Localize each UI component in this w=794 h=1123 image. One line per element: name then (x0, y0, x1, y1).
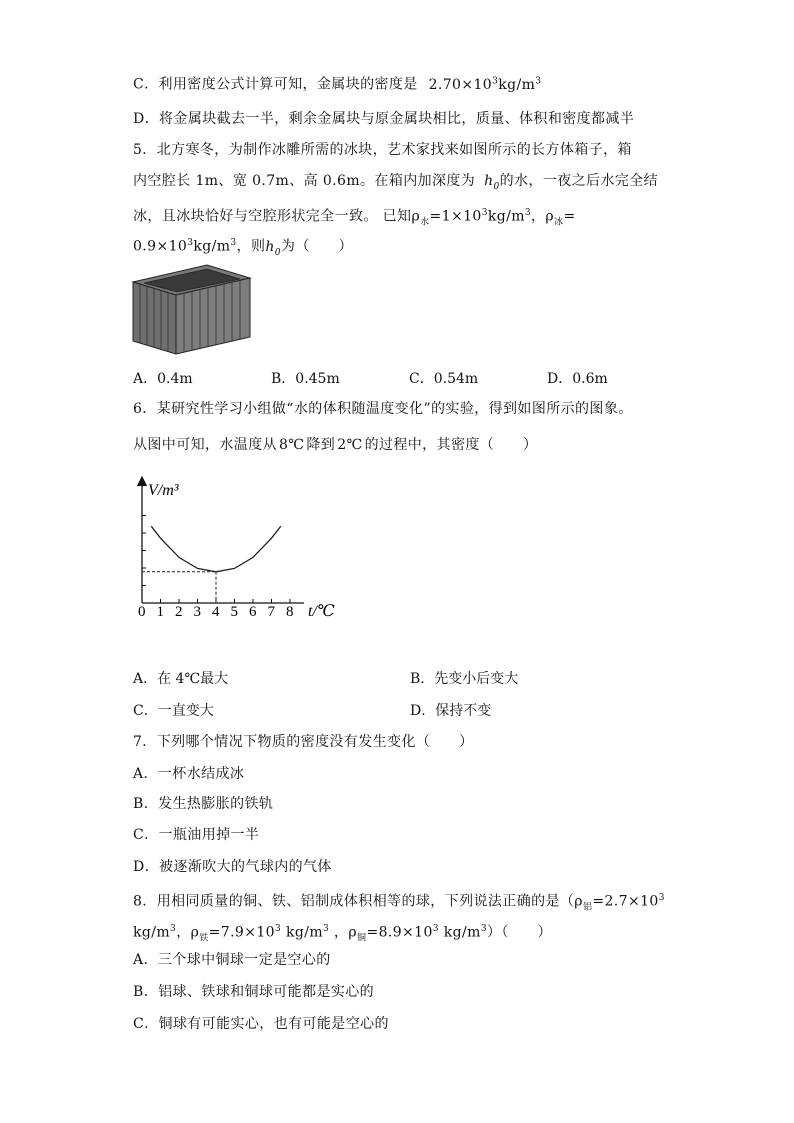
q6-option-d: D．保持不变 (410, 703, 492, 719)
box-figure (130, 262, 254, 356)
q4-option-c (133, 72, 541, 94)
x-tick-label: 4 (212, 604, 220, 620)
q6-option-b: B．先变小后变大 (410, 671, 519, 687)
y-axis-label: V/m³ (148, 482, 179, 499)
volume-curve (151, 526, 280, 572)
q7-option-c: C．一瓶油用掉一半 (133, 827, 260, 843)
q7-option-a: A．一杯水结成冰 (133, 766, 245, 782)
x-tick-label: 1 (156, 604, 164, 620)
q5-stem-line-3: 冰，且冰块恰好与空腔形状完全一致。 已知$\rho_水=1\times 10^3kg/m^3$，$\rho_冰=$ (133, 208, 576, 228)
q8-option-a: A．三个球中铜球一定是空心的 (133, 952, 331, 968)
q6-option-a: A．在 4℃最大 (133, 671, 229, 687)
q6-stem-line-2: 从图中可知，水温度从 8℃ 降到 2℃ 的过程中，其密度（ ） (133, 437, 538, 453)
box-front-face (133, 282, 176, 354)
q5-var-h0: $h_0$ (484, 173, 500, 192)
x-tick-label: 0 (138, 604, 146, 620)
x-tick-label: 2 (175, 604, 183, 620)
q6-option-c: C．一直变大 (133, 703, 214, 719)
q6-stem-line-1: 6．某研究性学习小组做“水的体积随温度变化”的实验，得到如图所示的图象。 (133, 401, 633, 417)
q5-option-a: A．0.4m (133, 371, 193, 387)
q5-stem-line-2: 内空腔长 1m、宽 0.7m、高 0.6m。在箱内加深度为 $h_0$的水，一夜之后水完全结 (133, 173, 659, 192)
q7-option-d: D．被逐渐吹大的气球内的气体 (133, 859, 332, 875)
x-tick-label: 5 (230, 604, 238, 620)
q8-option-b: B．铝球、铁球和铜球可能都是实心的 (133, 984, 375, 1000)
x-axis-label: t/℃ (308, 603, 335, 620)
x-tick-label: 7 (267, 604, 275, 620)
q8-stem-line-2: $kg/m^3$，$\rho_铁=7.9\times 10^3$ $kg/m^3$ ，$\rho_铜=8.9\times 10^3$ $kg/m^3$）（ ） (133, 924, 552, 944)
q4-option-c-text: C．利用密度公式计算可知，金属块的密度是 (133, 76, 418, 93)
q7-stem: 7．下列哪个情况下物质的密度没有发生变化（ ） (133, 734, 474, 750)
x-tick-label: 3 (193, 604, 201, 620)
q5-stem-line-4: $0.9\times 10^3kg/m^3$，则$h_0$为（ ） (133, 238, 353, 258)
q5-option-b: B．0.45m (271, 371, 340, 387)
q4-option-c-value: $2.70\times 10^3kg/m^3$ (428, 76, 542, 93)
x-tick-label: 8 (286, 604, 294, 620)
x-tick-label: 6 (249, 604, 257, 620)
q8-stem-line-1: 8．用相同质量的铜、铁、铝制成体积相等的球，下列说法正确的是（$\rho_铝=2.7\times 10^3$ (133, 893, 665, 913)
volume-temperature-chart (128, 475, 348, 625)
q5-option-d: D．0.6m (547, 371, 608, 387)
q7-option-b: B．发生热膨胀的铁轨 (133, 796, 274, 812)
q5-option-c: C．0.54m (409, 371, 479, 387)
q5-stem-line-1: 5．北方寒冬，为制作冰雕所需的冰块，艺术家找来如图所示的长方体箱子，箱 (133, 142, 632, 158)
q8-option-c: C．铜球有可能实心，也有可能是空心的 (133, 1016, 389, 1032)
q4-option-d: D．将金属块截去一半，剩余金属块与原金属块相比，质量、体积和密度都减半 (133, 111, 635, 127)
